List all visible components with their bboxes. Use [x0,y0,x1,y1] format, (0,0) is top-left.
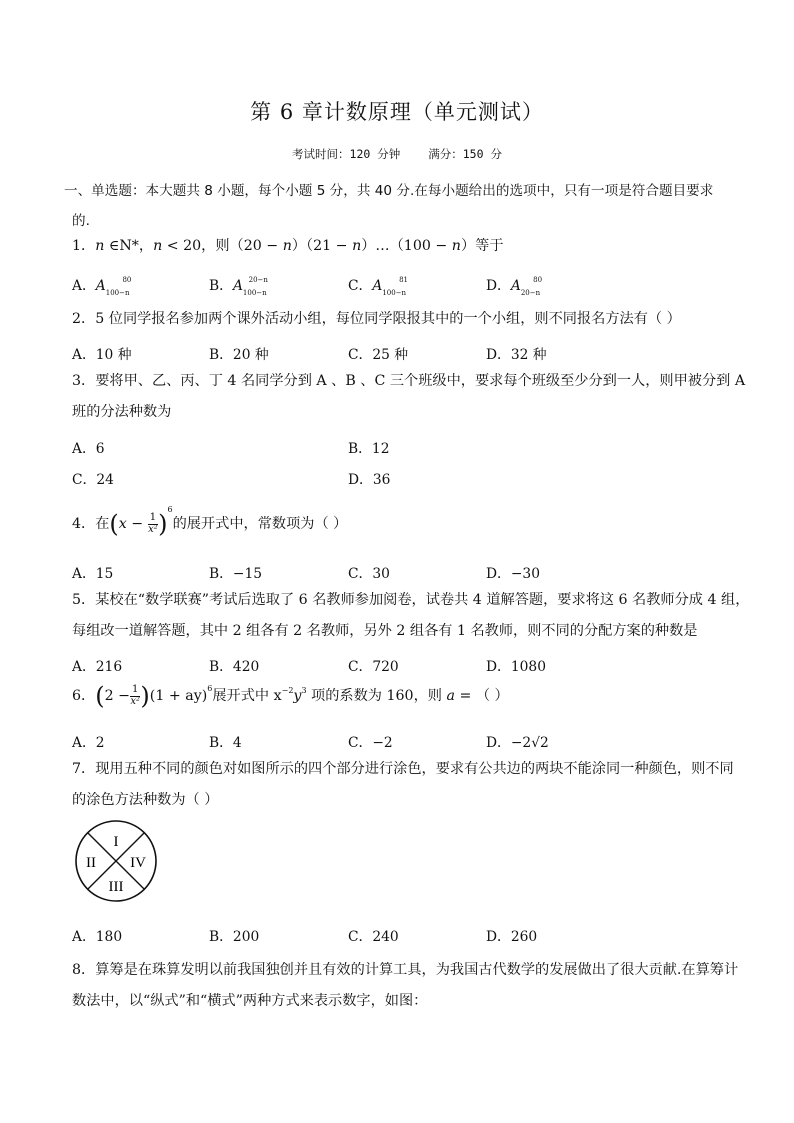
q5-stem-line1: 5．某校在“数学联赛”考试后选取了 6 名教师参加阅卷，试卷共 4 道解答题，要求将这 6 名教师分成 4 组， [72,592,750,608]
q3-option-d: D．36 [348,472,391,488]
q2-option-b: B．20 种 [209,347,269,363]
q7-option-b: B．200 [209,929,260,945]
q8-stem-line1: 8．算筹是在珠算发明以前我国独创并且有效的计算工具，为我国古代数学的发展做出了很大贡献.在算筹计 [72,962,739,978]
q3-option-b: B．12 [348,441,390,457]
q7-region-left: II [86,855,96,871]
q4-option-b: B．−15 [209,566,263,582]
q6-option-b: B．4 [209,735,242,751]
q7-circle-diagram [74,819,158,903]
q8-stem-line2: 数法中，以“纵式”和“横式”两种方式来表示数字，如图： [72,993,428,1009]
q5-option-a: A．216 [72,659,123,675]
q4-stem: 4．在(x − $\frac{1}{\text{x²}}$ )$^6$的展开式中，常数项为（ ） [72,505,348,538]
q6-option-c: C．−2 [348,735,393,751]
q4-option-d: D．−30 [486,566,540,582]
exam-time: 考试时间：120 分钟 [292,147,401,161]
q3-stem-line2: 班的分法种数为 [72,404,172,420]
q7-stem-line1: 7．现用五种不同的颜色对如图所示的四个部分进行涂色，要求有公共边的两块不能涂同一种颜色，则不同 [72,761,734,777]
q7-option-d: D．260 [486,929,538,945]
q5-stem-line2: 每组改一道解答题，其中 2 组各有 2 名教师，另外 2 组各有 1 名教师，则不同的分配方案的种数是 [72,623,698,639]
section1-line1: 一、单选题：本大题共 8 小题，每个小题 5 分，共 40 分.在每小题给出的选项中，只有一项是符合题目要求 [64,183,714,199]
q6-option-a: A．2 [72,735,105,751]
q5-option-c: C．720 [348,659,399,675]
q3-option-c: C．24 [72,472,114,488]
q2-option-d: D．32 种 [486,347,547,363]
q6-option-d: D．−2√2 [486,735,549,751]
q7-option-a: A．180 [72,929,123,945]
q7-region-bottom: III [108,879,124,895]
q1-option-c: C．$A_{100-n}^{81}$ [348,276,408,297]
q6-stem: 6．(2 − $\frac{1}{\text{x²}}$ )(1 + ay)$^6$展开式中 $x^{-2}y^3$ 项的系数为 160，则 a = （ ） [72,682,509,710]
q4-option-c: C．30 [348,566,390,582]
q7-region-right: IV [130,855,146,871]
q7-region-top: I [113,834,119,850]
exam-info [0,146,794,162]
q4-fraction: $\frac{1}{\text{x²}}$ [148,512,158,535]
q5-option-d: D．1080 [486,659,546,675]
q5-option-b: B．420 [209,659,260,675]
q4-option-a: A．15 [72,566,114,582]
page-title: 第 6 章计数原理（单元测试） [250,100,544,124]
q3-option-a: A．6 [72,441,105,457]
q2-option-c: C．25 种 [348,347,409,363]
q1-option-d: D．$A_{20-n}^{80}$ [486,276,543,297]
exam-score: 满分：150 分 [428,147,502,161]
q1-option-a: A．$A_{100-n}^{80}$ [72,276,132,297]
q3-stem-line1: 3．要将甲、乙、丙、丁 4 名同学分到 A 、B 、C 三个班级中，要求每个班级至少分到一人，则甲被分到 A [72,373,746,389]
section1-line2: 的. [72,213,90,229]
q2-option-a: A．10 种 [72,347,132,363]
q2-stem: 2．5 位同学报名参加两个课外活动小组，每位同学限报其中的一个小组，则不同报名方法有（ ） [72,311,681,327]
q1-stem: 1．n ∈N*，n < 20，则（20 − n）（21 − n）…（100 − n）等于 [72,238,504,254]
q7-stem-line2: 的涂色方法种数为（ ） [72,792,219,808]
q6-fraction: $\frac{1}{\text{x²}}$ [130,684,141,707]
q1-option-b: B．$A_{100-n}^{20-n}$ [209,276,268,297]
q7-option-c: C．240 [348,929,399,945]
